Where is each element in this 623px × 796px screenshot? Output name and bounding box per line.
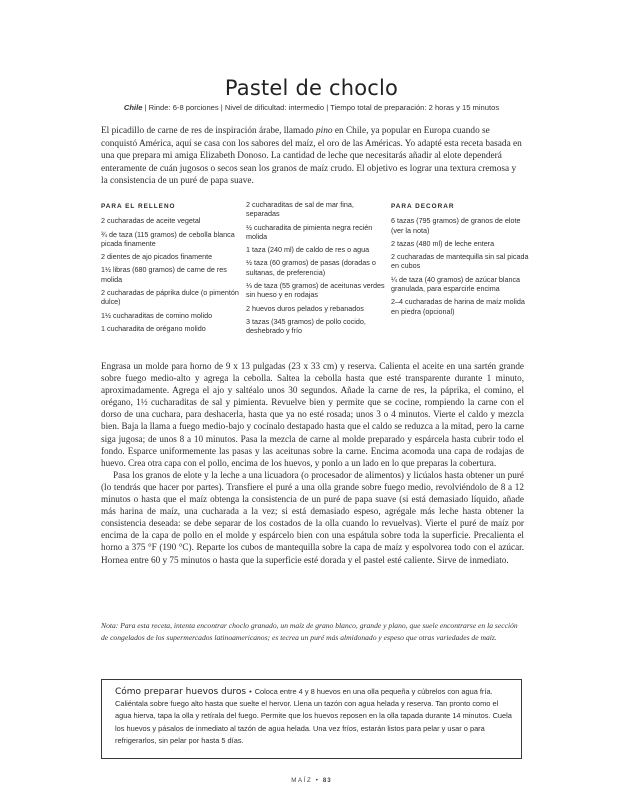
ingredient-item: 1½ libras (680 gramos) de carne de res molida (101, 265, 227, 284)
ingredient-item: 1 taza (240 ml) de caldo de res o agua (246, 245, 370, 255)
ingredient-item: ⅓ de taza (55 gramos) de aceitunas verdes sin hueso y en rodajas (246, 281, 385, 300)
footer-separator: • (315, 777, 320, 784)
tip-box (101, 679, 522, 759)
page-number: 83 (322, 777, 332, 784)
footer-section: MAÍZ (291, 777, 313, 784)
ingredient-item: 2–4 cucharadas de harina de maíz molida en piedra (opcional) (391, 297, 525, 316)
ingredients-topping-column (391, 200, 531, 320)
ingredient-item: ¾ de taza (115 gramos) de cebolla blanca picada finamente (101, 229, 235, 248)
page-footer (0, 777, 623, 784)
ingredient-item: 2 cucharadas de aceite vegetal (101, 216, 201, 226)
method-paragraph: Pasa los granos de elote y la leche a una licuadora (o procesador de alimentos) y licúalos hasta obtener un puré (lo tendrás que hacer por partes). Transfiere el puré a una olla grande sobre fuego medio, revolviéndolo de 8 a 12 minutos o hasta que el maíz obtenga la consistencia de un puré de papa suave (si está demasiado líquido, añade más harina de maíz, una cucharada a la vez; si está demasiado espeso, agrégale más leche hasta obtener la consistencia deseada: se debe separar de los costados de la olla cuando lo revuelvas). Vierte el puré de maíz por encima de la capa de pollo en el molde y espárcelo bien con una espátula sobre toda la superficie. Precalienta el horno a 375 °F (190 °C). Reparte los cubos de mantequilla sobre la capa de maíz y espolvorea todo con el azúcar. Hornea entre 60 y 75 minutos o hasta que la superficie esté dorada y el pastel esté caliente. Sirve de inmediato. (101, 469, 524, 565)
ingredient-item: ½ cucharadita de pimienta negra recién molida (246, 222, 373, 241)
intro-italic-word: pino (316, 126, 333, 136)
recipe-origin: Chile (123, 103, 143, 112)
ingredients-header-topping: PARA DECORAR (391, 203, 455, 210)
tip-box-body: Coloca entre 4 y 8 huevos en una olla pequeña y cúbrelos con agua fría. Caliéntala sobre fuego alto hasta que suelte el hervor. Llena un tazón con agua helada y reserva. Tan pronto como el agua hierva, tapa la olla y retírala del fuego. Permite que los huevos reposen en la olla tapada durante 14 minutos. Cuela los huevos y pásalos de inmediato al tazón de agua helada. Una vez fríos, estarán listos para pelar y usar o para refrigerarlos, sin pelar por hasta 5 días. (115, 687, 512, 745)
ingredient-item: 2 huevos duros pelados y rebanados (246, 303, 364, 313)
ingredients-filling-column-2 (246, 200, 386, 340)
ingredients-filling-column (101, 200, 241, 337)
ingredients-header-filling: PARA EL RELLENO (101, 203, 176, 210)
ingredient-item: 2 dientes de ajo picados finamente (101, 252, 213, 262)
ingredient-item: 2 cucharadas de páprika dulce (o pimentón dulce) (101, 288, 239, 307)
recipe-note: Nota: Para esta receta, intenta encontrar choclo granado, un maíz de grano blanco, grande y plano, que suele encontrarse en la sección de congelados de los supermercados latinoamericanos; es tecrea un puré más almidonado y espeso que otras variedades de maíz. (101, 621, 518, 643)
ingredient-item: 1½ cucharaditas de comino molido (101, 310, 213, 320)
recipe-details: | Rinde: 6-8 porciones | Nivel de dificultad: intermedio | Tiempo total de preparación: 2 horas y 15 minutos (142, 103, 500, 112)
bullet-separator: • (249, 687, 252, 696)
ingredient-item: 2 cucharadas de mantequilla sin sal picada en cubos (391, 252, 529, 271)
tip-box-title: Cómo preparar huevos duros (115, 687, 247, 697)
intro-text-before: El picadillo de carne de res de inspiración árabe, llamado (101, 126, 317, 136)
ingredient-item: ½ taza (60 gramos) de pasas (doradas o sultanas, de preferencia) (246, 258, 376, 277)
method-paragraph: Engrasa un molde para horno de 9 x 13 pulgadas (23 x 33 cm) y reserva. Calienta el aceite en una sartén grande sobre fuego medio-alto y agrega la cebolla. Saltea la cebolla hasta que esté transparente durante 1 minuto, aproximadamente. Agrega el ajo y saltéalo unos 30 segundos. Añade la carne de res, la páprika, el comino, el orégano, 1½ cucharaditas de sal y pimienta. Revuelve bien y permite que se cocine, rompiendo la carne con el dorso de una cuchara, para deshacerla, hasta que ya no esté rosada; unos 3 o 4 minutos. Vierte el caldo y mezcla bien. Baja la llama a fuego medio-bajo y cocínalo destapado hasta que el caldo se reduzca a la mitad, pero la carne siga jugosa; de unos 8 a 10 minutos. Pasa la mezcla de carne al molde preparado y espárcela hasta cubrir todo el fondo. Esparce uniformemente las pasas y las aceitunas sobre la carne. Encima acomoda una capa de rodajas de huevo. Crea otra capa con el pollo, encima de los huevos, y ponlo a un lado en lo que preparas la cobertura. (101, 361, 524, 468)
ingredient-item: 2 cucharaditas de sal de mar fina, separadas (246, 200, 354, 219)
intro-text-after: en Chile, ya popular en Europa cuando se conquistó América, aquí se casa con los sabores del maíz, el oro de las Américas. Yo adapté esta receta basada en una que prepara mi amiga Elizabeth Donoso. La cantidad de leche que necesitarás añadir al elote dependerá enteramente de cuán jugosos o secos sean los granos de maíz crudo. El objetivo es lograr una textura cremosa y la consistencia de un puré de papa suave. (101, 126, 522, 187)
ingredient-item: 3 tazas (345 gramos) de pollo cocido, deshebrado y frío (246, 316, 366, 336)
ingredient-item: 6 tazas (795 gramos) de granos de elote (ver la nota) (391, 216, 521, 235)
recipe-title: Pastel de choclo (224, 76, 399, 101)
recipe-meta (0, 103, 623, 112)
ingredient-item: 2 tazas (480 ml) de leche entera (391, 238, 495, 248)
tip-box-text (115, 686, 513, 747)
ingredient-item: ¼ de taza (40 gramos) de azúcar blanca granulada, para esparcirle encima (391, 274, 521, 294)
recipe-intro (101, 125, 524, 188)
recipe-method (101, 360, 524, 566)
ingredient-item: 1 cucharadita de orégano molido (101, 323, 206, 333)
